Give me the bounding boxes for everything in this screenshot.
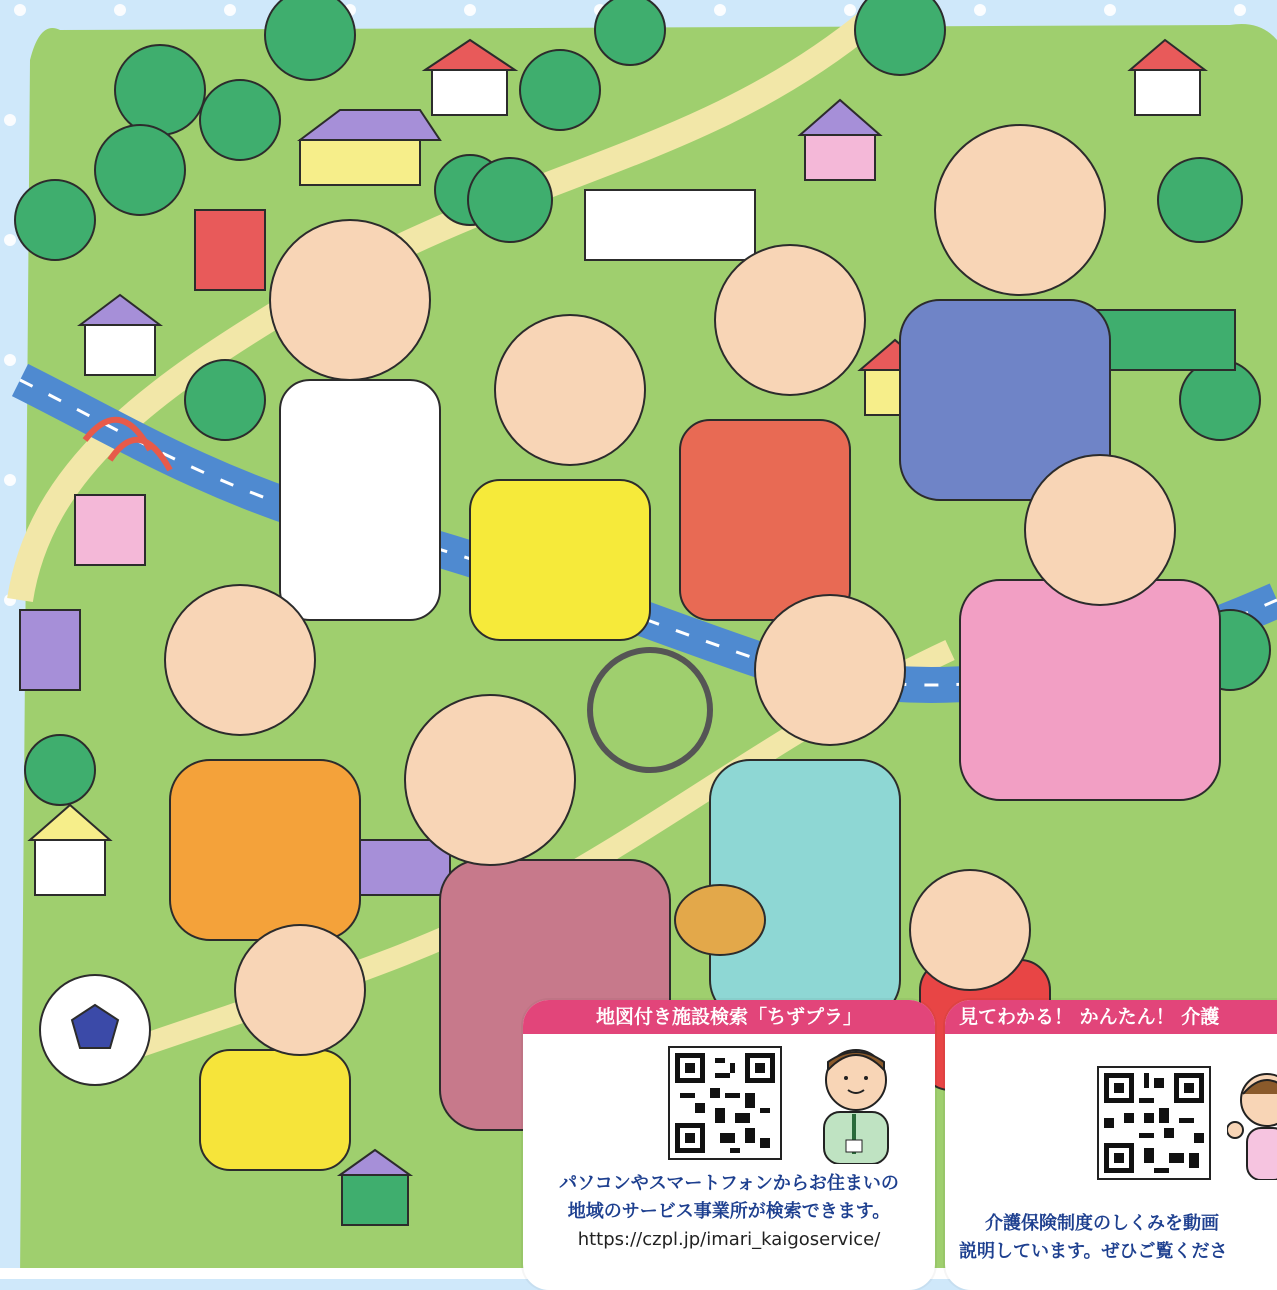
description-line-1: 介護保険制度のしくみを動画 <box>985 1213 1219 1234</box>
qr-code-icon[interactable] <box>668 1046 782 1160</box>
staff-illustration-icon <box>806 1040 906 1164</box>
description-line-1: パソコンやスマートフォンからお住まいの <box>559 1173 899 1194</box>
card-title: 見てわかる！ かんたん！ 介護 <box>945 1000 1277 1034</box>
service-url-link[interactable]: https://czpl.jp/imari_kaigoservice/ <box>577 1229 881 1250</box>
facility-search-card[interactable] <box>523 1000 935 1290</box>
people-illustration-icon <box>1227 1070 1277 1180</box>
qr-code-icon[interactable] <box>1097 1066 1211 1180</box>
video-guide-card[interactable] <box>945 1000 1277 1290</box>
description-line-2: 地域のサービス事業所が検索できます。 <box>567 1201 891 1222</box>
description-line-2: 説明しています。ぜひご覧くださ <box>959 1241 1228 1262</box>
card-title: 地図付き施設検索「ちずプラ」 <box>523 1000 935 1034</box>
